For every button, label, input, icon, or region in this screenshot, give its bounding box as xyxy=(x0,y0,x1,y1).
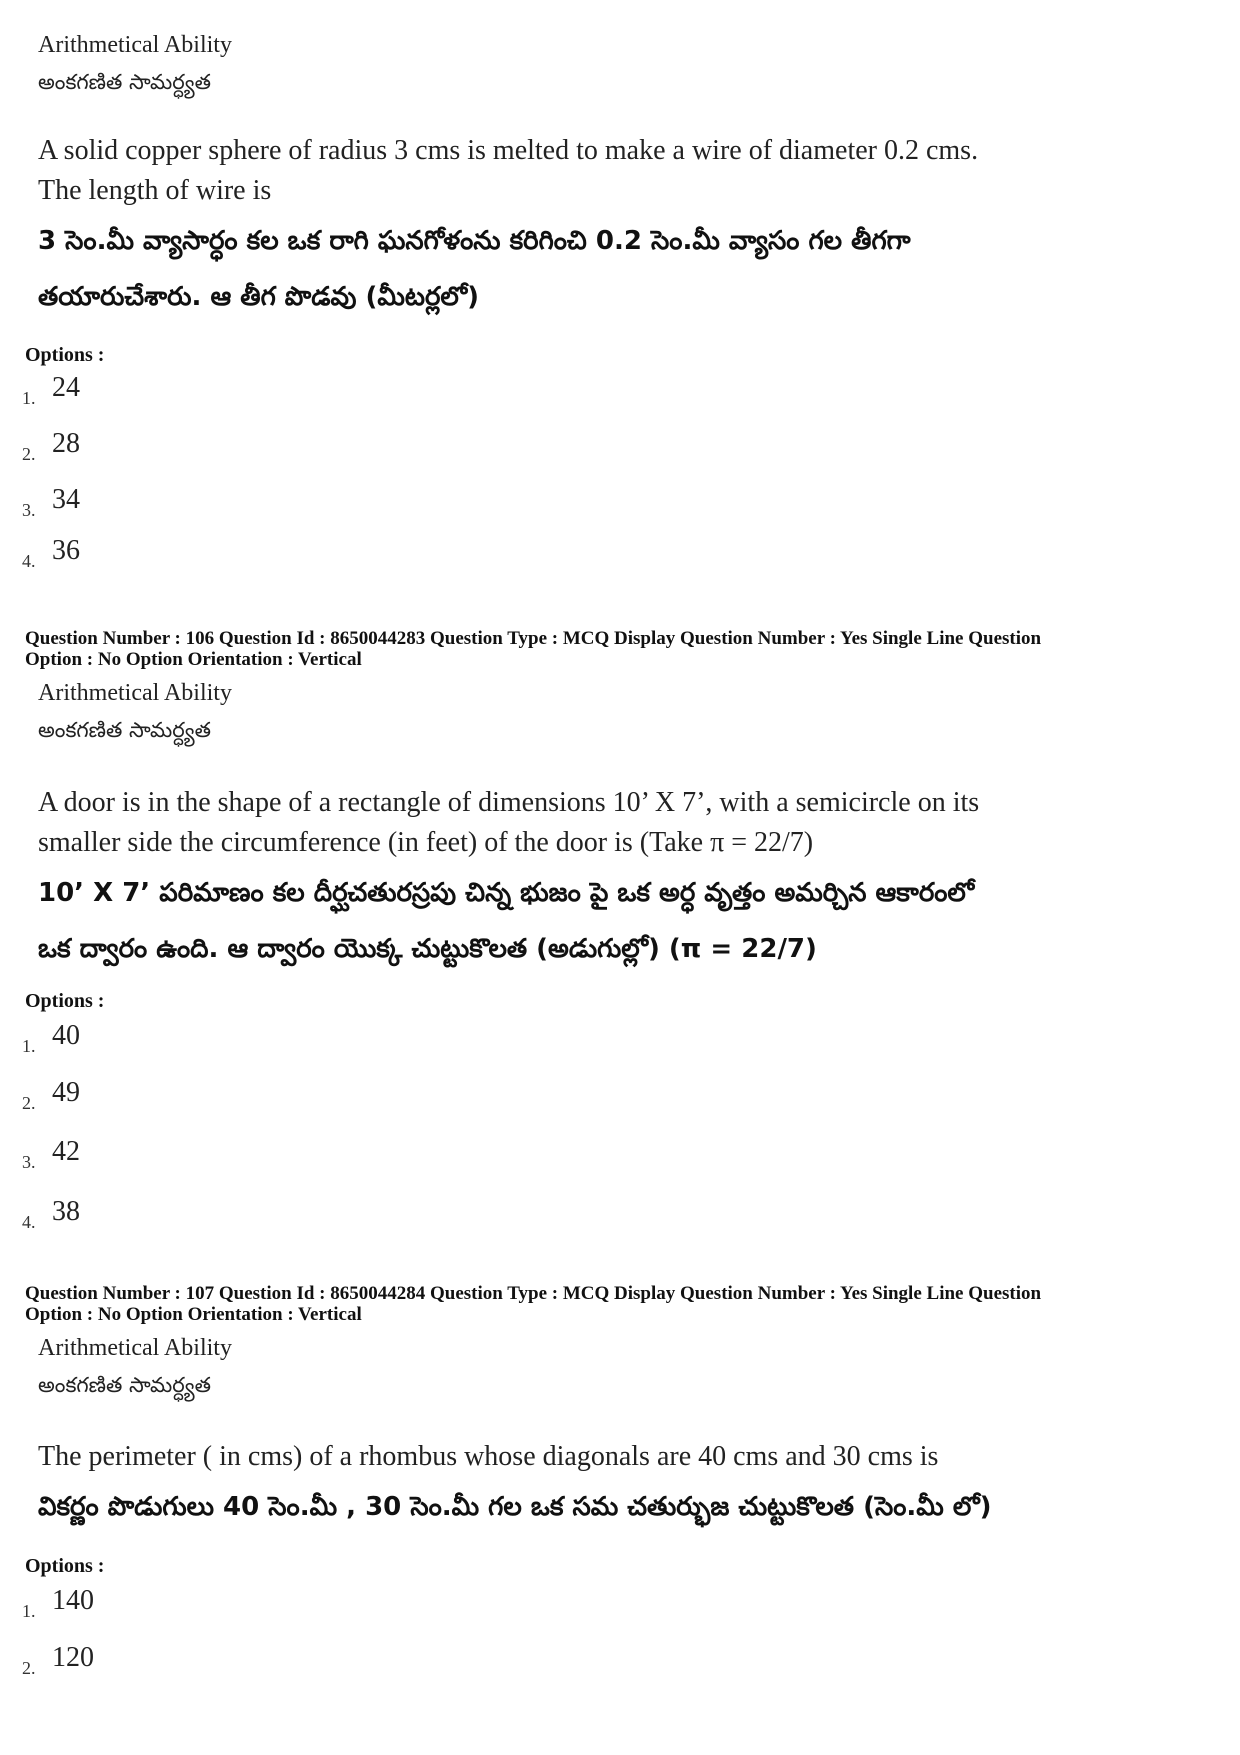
subject-label-telugu: అంకగణిత సామర్ధ్యత xyxy=(38,718,211,742)
option-value: 28 xyxy=(52,428,80,459)
option-value: 36 xyxy=(52,535,80,566)
subject-label-telugu: అంకగణిత సామర్ధ్యత xyxy=(38,1373,211,1397)
subject-label: Arithmetical Ability xyxy=(38,1335,232,1361)
question-meta: Question Number : 107 Question Id : 8650044284 Question Type : MCQ Display Question Number : Yes Single Line Question xyxy=(25,1283,1042,1304)
question-text-telugu: 10’ X 7’ పరిమాణం కల దీర్ఘచతురస్రపు చిన్న భుజం పై ఒక అర్ధ వృత్తం అమర్చిన ఆకారంలో xyxy=(38,878,975,908)
option-value: 49 xyxy=(52,1077,80,1108)
option-number: 2. xyxy=(22,1658,36,1678)
option-value: 38 xyxy=(52,1196,80,1227)
question-text-telugu: వికర్ణం పొడుగులు 40 సెం.మీ , 30 సెం.మీ గల ఒక సమ చతుర్భుజ చుట్టుకొలత (సెం.మీ లో) xyxy=(38,1492,992,1522)
option-number: 3. xyxy=(22,500,36,520)
option-number: 1. xyxy=(22,1601,36,1621)
option-number: 2. xyxy=(22,1093,36,1113)
option-value: 120 xyxy=(52,1642,94,1673)
option-number: 1. xyxy=(22,388,36,408)
question-meta-line-2: Option : No Option Orientation : Vertical xyxy=(25,1304,362,1325)
option-value: 42 xyxy=(52,1136,80,1167)
option-value: 34 xyxy=(52,484,80,515)
question-text-line-2: The length of wire is xyxy=(38,175,272,206)
options-label: Options : xyxy=(25,990,105,1012)
question-text-telugu-line-2: తయారుచేశారు. ఆ తీగ పొడవు (మీటర్లలో) xyxy=(38,282,480,312)
option-number: 1. xyxy=(22,1036,36,1056)
option-number: 2. xyxy=(22,444,36,464)
options-label: Options : xyxy=(25,1555,105,1577)
question-meta: Question Number : 106 Question Id : 8650044283 Question Type : MCQ Display Question Number : Yes Single Line Question xyxy=(25,628,1042,649)
option-number: 4. xyxy=(22,551,36,571)
question-text-telugu: 3 సెం.మీ వ్యాసార్ధం కల ఒక రాగి ఘనగోళంను కరిగించి 0.2 సెం.మీ వ్యాసం గల తీగగా xyxy=(38,226,911,256)
option-value: 140 xyxy=(52,1585,94,1616)
question-text: A door is in the shape of a rectangle of dimensions 10’ X 7’, with a semicircle on its xyxy=(38,787,980,818)
question-text: A solid copper sphere of radius 3 cms is melted to make a wire of diameter 0.2 cms. xyxy=(38,135,979,166)
question-text-line-2: smaller side the circumference (in feet) of the door is (Take π = 22/7) xyxy=(38,827,814,858)
subject-label-telugu: అంకగణిత సామర్ధ్యత xyxy=(38,70,211,94)
options-label: Options : xyxy=(25,344,105,366)
question-meta-line-2: Option : No Option Orientation : Vertical xyxy=(25,649,362,670)
question-text-telugu-line-2: ఒక ద్వారం ఉంది. ఆ ద్వారం యొక్క చుట్టుకొలత (అడుగుల్లో) (π = 22/7) xyxy=(38,934,817,964)
option-number: 4. xyxy=(22,1212,36,1232)
option-value: 40 xyxy=(52,1020,80,1051)
question-text: The perimeter ( in cms) of a rhombus whose diagonals are 40 cms and 30 cms is xyxy=(38,1441,939,1472)
subject-label: Arithmetical Ability xyxy=(38,680,232,706)
option-value: 24 xyxy=(52,372,80,403)
subject-label: Arithmetical Ability xyxy=(38,32,232,58)
option-number: 3. xyxy=(22,1152,36,1172)
